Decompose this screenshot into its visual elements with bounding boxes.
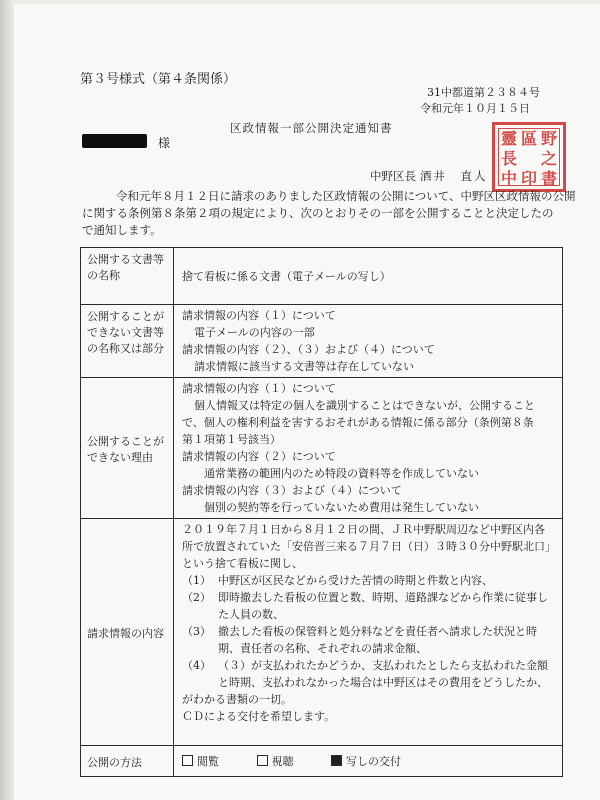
content-line: 請求情報の内容（３）および（４）について	[182, 484, 402, 497]
seal-character: 野	[541, 129, 558, 148]
notice-body	[82, 188, 576, 239]
content-line: 請求情報の内容（２）、（３）および（４）について	[182, 343, 435, 356]
request-intro-line: ２０１９年７月１日から８月１２日の間、ＪＲ中野駅周辺など中野区内各	[182, 523, 545, 536]
row-content	[174, 519, 563, 746]
request-closing-line: ＣＤによる交付を希望します。	[182, 710, 336, 723]
row-label: 請求情報の内容	[81, 519, 174, 746]
checkbox-unchecked-icon	[182, 755, 193, 766]
row-label: 公開する文書等の名称	[81, 248, 174, 305]
content-line: 個人情報又は特定の個人を識別することはできないが、公開すること	[194, 399, 535, 412]
table-row	[81, 248, 563, 305]
reference-number: 31中都道第２３８４号	[427, 86, 540, 99]
document-name: 捨て看板に係る文書（電子メールの写し）	[182, 269, 391, 283]
seal-character: 區	[521, 129, 538, 148]
item-number: （2）	[182, 591, 211, 604]
request-item	[182, 572, 556, 589]
item-text: 即時撤去した看板の位置と数、時期、道路課などから作業に従事した人員の数、	[218, 591, 548, 621]
official-name: 酒井 直人	[420, 169, 488, 183]
row-content	[174, 378, 563, 519]
request-intro-line: という捨て看板に関し、	[182, 557, 303, 570]
notice-line: で通知します。	[82, 223, 162, 237]
request-item	[182, 589, 556, 623]
content-line: 請求情報の内容（１）について	[182, 309, 336, 322]
row-content	[174, 248, 563, 305]
row-label: 公開することができない文書等の名称又は部分	[81, 305, 174, 378]
table-row	[81, 519, 563, 746]
seal-character: 中	[501, 169, 518, 188]
row-label: 公開することができない理由	[81, 378, 174, 519]
notice-line: 令和元年８月１２日に請求のありました区政情報の公開について、中野区区政情報の公開	[116, 189, 576, 203]
seal-character: 之	[541, 149, 558, 168]
content-line: 請求情報の内容（１）について	[182, 382, 336, 395]
item-number: （4）	[182, 659, 211, 672]
content-line: 電子メールの内容の一部	[194, 326, 315, 339]
item-number: （3）	[182, 625, 211, 638]
content-line: で、個人の権利利益を害するおそれがある情報に係る部分（条例第８条	[182, 416, 534, 429]
item-text: （３）が支払われたかどうか、支払われたとしたら支払われた金額と時期、支払われなかった場合は中野区はその費用をどうしたか、	[218, 659, 548, 689]
official-title: 中野区長	[370, 169, 416, 183]
request-intro-line: 所で放置されていた「安倍晋三来る７月７日（日）３時３０分中野駅北口」	[182, 540, 556, 553]
notice-line: に関する条例第８条第２項の規定により、次のとおりその一部を公開することと決定したの	[82, 206, 554, 220]
method-option-viewing	[182, 755, 223, 768]
content-line: 第１項第１号該当）	[182, 433, 281, 446]
table-row	[81, 746, 563, 777]
official-seal-stamp	[492, 122, 566, 192]
method-option-copy-delivery	[331, 755, 401, 768]
content-line: 請求情報の内容（２）について	[182, 450, 336, 463]
option-label: 視聴	[271, 754, 294, 768]
seal-character: 長	[501, 149, 518, 168]
option-label: 閲覧	[197, 754, 219, 768]
content-line: 通常業務の範囲内のため特段の資料等を作成していない	[204, 467, 479, 480]
item-text: 中野区が区民などから受けた苦情の時期と件数と内容、	[218, 574, 493, 587]
item-text: 撤去した看板の保管料と処分料などを責任者へ請求した状況と時期、責任者の名称、それぞれの請求金額、	[218, 625, 537, 655]
checkbox-checked-icon	[331, 755, 342, 766]
recipient-honorific: 様	[158, 136, 171, 150]
disclosure-method-options	[174, 746, 563, 777]
request-item	[182, 657, 556, 691]
request-item	[182, 623, 556, 657]
disclosure-table	[80, 247, 563, 777]
checkbox-unchecked-icon	[257, 755, 268, 766]
seal-character: 印	[521, 169, 538, 188]
redacted-recipient-name	[82, 134, 147, 148]
content-line: 請求情報に該当する文書等は存在していない	[194, 360, 414, 373]
request-closing-line: がわかる書類の一切。	[182, 693, 292, 706]
row-label: 公開の方法	[81, 746, 174, 777]
item-number: （1）	[182, 574, 211, 587]
content-line: 個別の契約等を行っていないため費用は発生していない	[204, 501, 479, 514]
seal-character: 書	[541, 169, 558, 188]
option-label: 写しの交付	[346, 754, 401, 768]
table-row	[81, 305, 563, 378]
document-title: 区政情報一部公開決定通知書	[230, 121, 393, 135]
form-title: 第３号様式（第４条関係）	[80, 72, 237, 87]
scan-edge-shadow	[0, 0, 14, 800]
row-content	[174, 305, 563, 378]
issue-date: 令和元年１０月１５日	[420, 102, 530, 115]
method-option-listening	[257, 755, 298, 768]
seal-character: 靈	[501, 129, 518, 148]
table-row	[81, 378, 563, 519]
